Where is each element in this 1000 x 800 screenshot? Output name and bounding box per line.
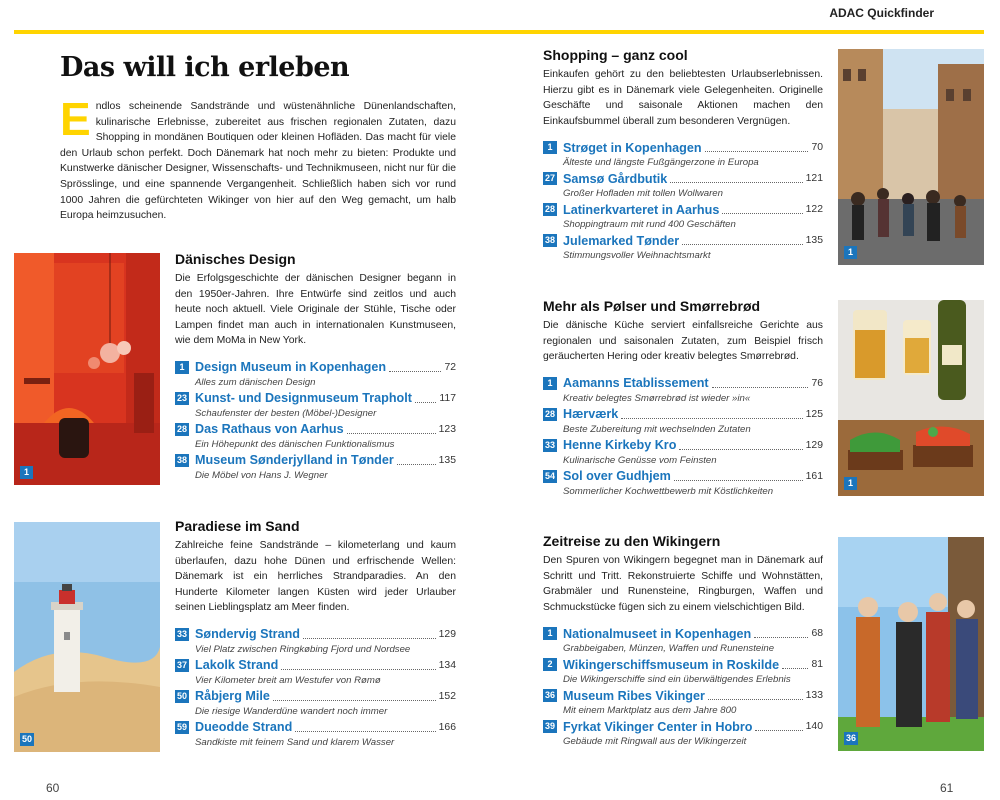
entry-name[interactable]: Das Rathaus von Aarhus — [195, 422, 344, 437]
entry-number: 39 — [545, 721, 556, 732]
leader-dots — [782, 660, 808, 669]
entry-name[interactable]: Kunst- und Designmuseum Trapholt — [195, 391, 412, 406]
entry-page: 125 — [805, 408, 823, 420]
entry-list — [175, 359, 456, 482]
section-title: Shopping – ganz cool — [543, 47, 688, 63]
leader-dots — [679, 441, 802, 450]
entry-name[interactable]: Museum Ribes Vikinger — [563, 688, 705, 703]
header-rule — [14, 30, 984, 34]
entry-number: 36 — [545, 690, 556, 701]
brand-label: ADAC Quickfinder — [829, 6, 934, 20]
entry-number: 33 — [545, 439, 556, 450]
leader-dots — [397, 456, 436, 465]
entry-name[interactable]: Samsø Gårdbutik — [563, 171, 668, 186]
entry[interactable] — [175, 688, 456, 718]
entry-page: 152 — [438, 690, 456, 702]
entry-page: 134 — [438, 659, 456, 671]
entry-page: 70 — [811, 142, 823, 154]
entry-description: Sandkiste mit feinem Sand und klarem Wasser — [195, 736, 395, 748]
entry-number: 27 — [545, 173, 556, 184]
leader-dots — [347, 425, 436, 434]
entry-page: 166 — [438, 721, 456, 733]
entry-page: 72 — [444, 361, 456, 373]
entry-page: 123 — [438, 423, 456, 435]
entry-page: 135 — [438, 454, 456, 466]
entry[interactable] — [543, 468, 823, 498]
section-design — [175, 251, 456, 483]
page-number-right: 61 — [940, 781, 954, 795]
dropcap: E — [60, 93, 91, 145]
entry-number: 59 — [177, 721, 188, 732]
photo-badge-shopping: 1 — [844, 246, 857, 259]
entry-description: Beste Zubereitung mit wechselnden Zutaten — [563, 423, 751, 435]
leader-dots — [670, 174, 802, 183]
photo-badge-design: 1 — [20, 466, 33, 479]
entry-number: 28 — [545, 408, 556, 419]
entry[interactable] — [543, 139, 823, 169]
leader-dots — [712, 379, 809, 388]
entry-description: Gebäude mit Ringwall aus der Wikingerzeit — [563, 736, 747, 748]
entry-description: Shoppingtraum mit rund 400 Geschäften — [563, 219, 736, 231]
entry-number: 2 — [543, 658, 557, 671]
leader-dots — [705, 143, 809, 152]
entry-page: 122 — [805, 204, 823, 216]
section-food — [543, 298, 823, 499]
leader-dots — [303, 630, 436, 639]
entry-page: 117 — [439, 392, 456, 404]
entry[interactable] — [543, 375, 823, 405]
entry-number: 1 — [543, 141, 557, 154]
photo-badge-vikings: 36 — [846, 733, 857, 743]
photo-food — [838, 300, 984, 496]
entry-name[interactable]: Lakolk Strand — [195, 658, 279, 673]
entry-number: 50 — [177, 690, 188, 701]
leader-dots — [281, 661, 435, 670]
leader-dots — [415, 394, 437, 403]
entry-number: 1 — [543, 627, 557, 640]
section-text: Zahlreiche feine Sandstrände – kilometerlang und kaum überlaufen, dazu hohe Dünen und erfrischende Wellen: Dänemark ist ein herrliches Strandparadies. An den Hunderte Kilometer langen Küsten wird jeder Urlauber seinen Lieblingsplatz am Meer finden. — [175, 540, 456, 614]
entry-description: Stimmungsvoller Weihnachtsmarkt — [563, 250, 711, 262]
photo-badge-sand: 50 — [22, 734, 33, 744]
leader-dots — [722, 205, 802, 214]
entry-number: 38 — [545, 235, 556, 246]
entry-name[interactable]: Søndervig Strand — [195, 627, 300, 642]
entry-number: 54 — [545, 470, 556, 481]
entry[interactable] — [175, 421, 456, 451]
entry-description: Mit einem Marktplatz aus dem Jahre 800 — [563, 705, 737, 717]
entry[interactable] — [543, 656, 823, 686]
entry[interactable] — [175, 657, 456, 687]
entry[interactable] — [543, 406, 823, 436]
entry-page: 133 — [805, 690, 823, 702]
entry-description: Die riesige Wanderdüne wandert noch immer — [195, 705, 388, 717]
entry[interactable] — [175, 626, 456, 656]
entry-description: Viel Platz zwischen Ringkøbing Fjord und Nordsee — [195, 643, 411, 655]
entry-name[interactable]: Fyrkat Vikinger Center in Hobro — [563, 719, 753, 734]
entry-name[interactable]: Julemarked Tønder — [563, 233, 680, 248]
entry-description: Die Möbel von Hans J. Wegner — [195, 469, 328, 481]
entry[interactable] — [175, 452, 456, 482]
entry-list — [175, 626, 456, 749]
entry-list — [543, 625, 823, 748]
entry-page: 129 — [805, 439, 823, 451]
leader-dots — [708, 691, 803, 700]
entry-page: 135 — [805, 235, 823, 247]
entry-name[interactable]: Dueodde Strand — [195, 720, 293, 735]
section-title: Paradiese im Sand — [175, 518, 300, 534]
leader-dots — [273, 692, 436, 701]
entry-name[interactable]: Wikingerschiffsmuseum in Roskilde — [563, 657, 780, 672]
entry-name[interactable]: Nationalmuseet in Kopenhagen — [563, 626, 752, 641]
photo-badge-food: 1 — [844, 477, 857, 490]
entry-number: 28 — [177, 423, 188, 434]
leader-dots — [389, 363, 441, 372]
entry-page: 161 — [805, 470, 823, 482]
leader-dots — [295, 723, 435, 732]
leader-dots — [621, 410, 802, 419]
entry[interactable] — [543, 232, 823, 262]
entry-number: 33 — [177, 628, 188, 639]
photo-design — [14, 253, 160, 485]
entry-description: Grabbeigaben, Münzen, Waffen und Runensteine — [563, 643, 775, 655]
photo-shopping — [838, 49, 984, 265]
leader-dots — [674, 472, 803, 481]
entry-list — [543, 139, 823, 262]
section-vikings — [543, 533, 823, 749]
intro-paragraph — [60, 93, 456, 224]
entry-name[interactable]: Museum Sønderjylland in Tønder — [195, 453, 394, 468]
entry-page: 81 — [811, 659, 823, 671]
entry-number: 37 — [177, 659, 188, 670]
entry-name[interactable]: Sol over Gudhjem — [563, 469, 671, 484]
photo-vikings — [838, 537, 984, 751]
section-text: Einkaufen gehört zu den beliebtesten Urlaubserlebnissen. Hierzu gibt es in Dänemark viele Gelegenheiten. Originelle Geschäfte und saisonale Aktionen machen den Einkaufsbummel überall zum besonderen Vergnügen. — [543, 69, 823, 127]
entry[interactable] — [543, 625, 823, 655]
section-text: Die dänische Küche serviert einfallsreiche Gerichte aus regionalen und saisonalen Zutaten, zum Beispiel frisch geräucherten Hering oder kreativ belegtes Smørrebrød. — [543, 320, 823, 363]
entry-name[interactable]: Hærværk — [563, 407, 619, 422]
leader-dots — [755, 722, 802, 731]
entry-number: 23 — [177, 392, 188, 403]
entry-number: 1 — [543, 377, 557, 390]
section-title: Dänisches Design — [175, 251, 296, 267]
entry-name[interactable]: Råbjerg Mile — [195, 689, 270, 704]
entry-name[interactable]: Aamanns Etablissement — [563, 376, 709, 391]
entry-page: 76 — [811, 377, 823, 389]
entry[interactable] — [543, 718, 823, 748]
entry-description: Sommerlicher Kochwettbewerb mit Köstlichkeiten — [563, 485, 774, 497]
entry[interactable] — [543, 170, 823, 200]
entry[interactable] — [175, 359, 456, 389]
entry-description: Großer Hofladen mit tollen Wollwaren — [563, 188, 723, 200]
entry-page: 140 — [805, 721, 823, 733]
entry-name[interactable]: Latinerkvarteret in Aarhus — [563, 202, 720, 217]
entry[interactable] — [175, 719, 456, 749]
entry-description: Älteste und längste Fußgängerzone in Europa — [563, 157, 759, 169]
entry[interactable] — [543, 437, 823, 467]
section-text: Die Erfolgsgeschichte der dänischen Designer begann in den 1950er-Jahren. Ihre Entwürfe sind zeitlos und auch heute noch aktuell. Viele Originale der Stühle, Tische oder Lampen findet man auch in internationalen Kunstmuseen, wie dem MoMa in New York. — [175, 273, 456, 347]
entry-name[interactable]: Design Museum in Kopenhagen — [195, 360, 387, 375]
section-sand — [175, 518, 456, 750]
entry-description: Kulinarische Genüsse vom Feinsten — [563, 454, 717, 466]
entry-description: Die Wikingerschiffe sind ein überwältigendes Erlebnis — [563, 674, 791, 686]
photo-sand — [14, 522, 160, 752]
page-title: Das will ich erleben — [60, 52, 350, 83]
section-shopping — [543, 47, 823, 263]
entry-page: 129 — [438, 628, 456, 640]
section-text: Den Spuren von Wikingern begegnet man in Dänemark auf Schritt und Tritt. Rekonstruierte Schiffe und Wohnstätten, Grabmäler und Runensteine, Ringburgen, Waffen und Schmuckstücke fügen sich zu einem vielschichtigen Bild. — [543, 555, 823, 613]
page-number-left: 60 — [46, 781, 60, 795]
entry-page: 68 — [811, 628, 823, 640]
entry-number: 1 — [175, 361, 189, 374]
entry-description: Alles zum dänischen Design — [195, 376, 316, 388]
intro-text: ndlos scheinende Sandstrände und wüstenähnliche Dünenlandschaften, kulinarische Erlebnisse, zubereitet aus frischen regionalen Zutaten, dazu Shopping in mondänen Boutiquen oder kleinen Hofläden. Das macht für viele den Urlaub schon perfekt. Doch Dänemark hat noch mehr zu bieten: Produkte und Kunstwerke dänischer Designer, Wissenschafts- und Technikmuseen, nicht nur für die Sprösslinge, und eine spannende Vergangenheit. Schließlich haben sich vor rund 1000 Jahren die gefürchteten Wikinger von hier auf den Weg gemacht, um halb Europa heimzusuchen. — [60, 101, 456, 222]
entry[interactable] — [543, 201, 823, 231]
entry-name[interactable]: Henne Kirkeby Kro — [563, 438, 677, 453]
entry-name[interactable]: Strøget in Kopenhagen — [563, 140, 702, 155]
entry[interactable] — [175, 390, 456, 420]
entry-description: Ein Höhepunkt des dänischen Funktionalismus — [195, 438, 395, 450]
leader-dots — [682, 236, 802, 245]
leader-dots — [754, 629, 808, 638]
entry-list — [543, 375, 823, 498]
section-title: Zeitreise zu den Wikingern — [543, 533, 721, 549]
entry[interactable] — [543, 687, 823, 717]
entry-description: Schaufenster der besten (Möbel-)Designer — [195, 407, 377, 419]
entry-number: 28 — [545, 204, 556, 215]
entry-page: 121 — [805, 173, 823, 185]
entry-description: Kreativ belegtes Smørrebrød ist wieder »in« — [563, 392, 751, 404]
section-title: Mehr als Pølser und Smørrebrød — [543, 298, 761, 314]
entry-description: Vier Kilometer breit am Westufer von Rømø — [195, 674, 381, 686]
entry-number: 38 — [177, 454, 188, 465]
